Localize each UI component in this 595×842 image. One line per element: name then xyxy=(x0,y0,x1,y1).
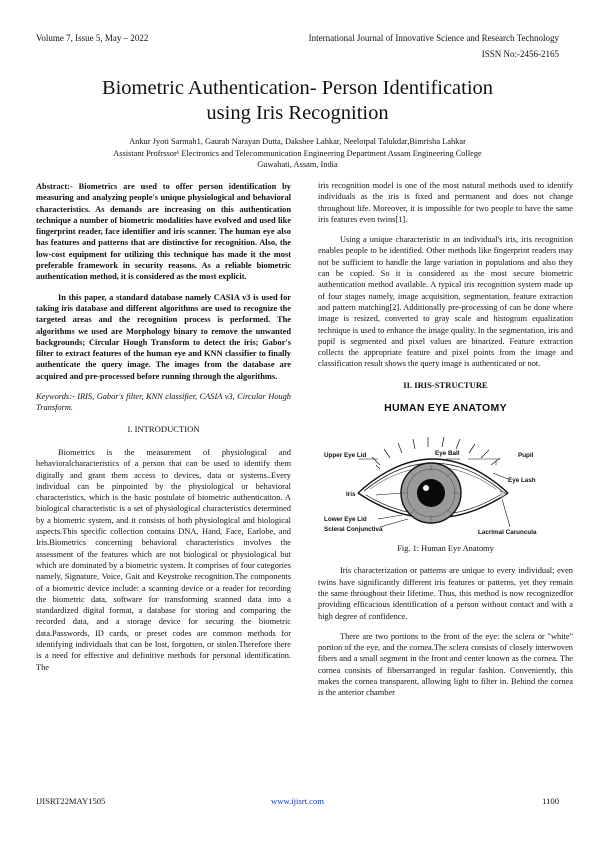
label-eye-ball: Eye Ball xyxy=(435,450,460,458)
abstract-paragraph-2: In this paper, a standard database namely CASIA v3 is used for taking iris database and different algorithms are used to recognize the targeted areas and the recognition process is performed. The algorithms we used are Morphology binary to remove the unwanted backgrounds; Circular Hough Transform to detect the iris; Gabor's filter to extract features of the human eye and KNN classifier to finally authenticate the query image. The images from the database are acquired and pre-processed before running through the algorithms. xyxy=(36,292,291,381)
right-column xyxy=(318,180,573,708)
issn: ISSN No:-2456-2165 xyxy=(481,49,559,59)
left-column xyxy=(36,181,291,682)
intro-paragraph-2: Using a unique characteristic in an individual's iris, iris recognition enables people to be identified. Other methods like fingerprint readers may not be sufficient to handle the large variation in populations and also they can be copied. So it is considered as the most secure biometric authentication method available. A typical iris recognition system made up of four stages namely, image acquisition, segmentation, feature extraction and pattern matching[2]. Additionally pre-processing of can be done where image is resized, converted to gray scale and histogram equalization technique is used to enhance the image quality. In the segmentation, iris and pupil is segmented and pixel values are binarized. Feature extraction collects the appropriate feature and pixel points from the image and classification result shows the query image is authenticated or not. xyxy=(318,235,573,369)
title-line-2: using Iris Recognition xyxy=(206,102,389,124)
label-eye-lash: Eye Lash xyxy=(508,477,536,485)
title-line-1: Biometric Authentication- Person Identification xyxy=(101,77,494,99)
abstract-paragraph-1: Abstract:- Biometrics are used to offer person identification by measuring and analyzing people's unique physiological and behavioral characteristics. As demands are increasing on this authentication technique a number of biometric modalities have evolved and used like fingerprint reader, face identifier and iris scanner. The human eye also has features and patterns that are distinctive for recognition. Also, the low-cost equipment for utilizing this technique has made it the most preferable framework in security reasons. As a reliable biometric authentication method, it is considered as the most explicit. xyxy=(36,182,291,282)
figure-title: HUMAN EYE ANATOMY xyxy=(384,402,507,415)
section-2-heading: II. IRIS-STRUCTURE xyxy=(403,379,488,390)
author-location: Guwahati, Assam, India xyxy=(257,160,338,169)
eye-anatomy-figure xyxy=(318,403,573,539)
figure-caption: Fig. 1: Human Eye Anatomy xyxy=(397,544,494,554)
label-iris: Iris xyxy=(346,491,356,499)
label-lacrimal-caruncula: Lacrimal Caruncula xyxy=(478,529,537,537)
journal-issue: Volume 7, Issue 5, May – 2022 xyxy=(36,33,149,43)
label-scleral-conjunctiva: Scleral Conjunctiva xyxy=(324,526,383,534)
iris-paragraph-2: There are two portions to the front of the eye: the sclera or "white" portion of the eye, and the cornea.The sclera consists of closely interwoven fibers and a small segment in the front and center known as the cornea. The cornea consists of fibersarranged in regular fashion. Conveniently, this makes the cornea transparent, allowing light to filter in. Behind the cornea is the anterior chamber xyxy=(318,631,573,698)
author-affiliation: Assistant Profrssor¹ Electronics and Telecommunication Engineering Department Assam Engineering College xyxy=(113,148,482,158)
author-names: Ankur Jyoti Sarmah1, Gaurab Narayan Dutta, Dakshee Lahkar, Neelotpal Talukdar,Bimrisha Lahkar xyxy=(129,137,466,146)
label-pupil: Pupil xyxy=(518,452,534,460)
iris-paragraph-1: Iris characterization or patterns are unique to every individual; even twins have significantly different iris features or patterns, yet they remain the same throughout their lifetime. Thus, this method is now recognizedfor providing efficacious identification of a person without contact and with a high degree of confidence. xyxy=(318,566,573,621)
section-1-heading: I. INTRODUCTION xyxy=(127,423,200,434)
footer-code: IJISRT22MAY1505 xyxy=(36,796,106,806)
label-upper-eye-lid: Upper Eye Lid xyxy=(324,452,367,460)
intro-continued-paragraph: iris recognition model is one of the most natural methods used to identify individuals as the iris is fixed and permanent and does not change throughout life. Moreover, it is impossible for two people to have the same iris features even twins[1]. xyxy=(318,181,573,224)
label-lower-eye-lid: Lower Eye Lid xyxy=(324,516,367,524)
pupil-shape xyxy=(417,479,445,507)
journal-name: International Journal of Innovative Science and Research Technology xyxy=(308,33,559,43)
footer-website-link[interactable]: www.ijisrt.com xyxy=(271,796,324,806)
intro-paragraph: Biometrics is the measurement of physiological and behavioralcharacteristics of a person that can be used to identify them digitally and grant them access to devices, data or systems..Every individual can be pinpointed by the physiological or behavioral characteristics, which is the basic postulate of biometric authentication. A biological characteristic is a set of physiological characteristics determined by a biometric system, and it consists of both physiological and biological aspects.This specific collection contains DNA, Hand, Face, Earlobe, and Iris.Biometrics concerning behavioral characteristics involves the assessment of the features which are not biological or physiological but which are dominated by a biometric system. It comprises of four categories namely, Signature, Voice, Gait and Keystroke recognition.The components of a biometric device include: a scanning device or a reader for recording the biometric data, software for transforming scanned data into a standardized digital format, a database for storing and comparing the recorded data, and a storage device for securing the biometric data.Passwords, ID cards, or preset codes are common methods for identifying individuals that can be lost, forgotten, or stolen.Therefore there is a need for effective and definitive methods for personal identification. The xyxy=(36,447,291,672)
author-block xyxy=(36,136,559,171)
page-number: 1100 xyxy=(542,796,559,806)
paper-title xyxy=(36,76,559,126)
keywords: Keywords:- IRIS, Gabor's filter, KNN classifier, CASIA v3, Circular Hough Transform. xyxy=(36,392,291,413)
